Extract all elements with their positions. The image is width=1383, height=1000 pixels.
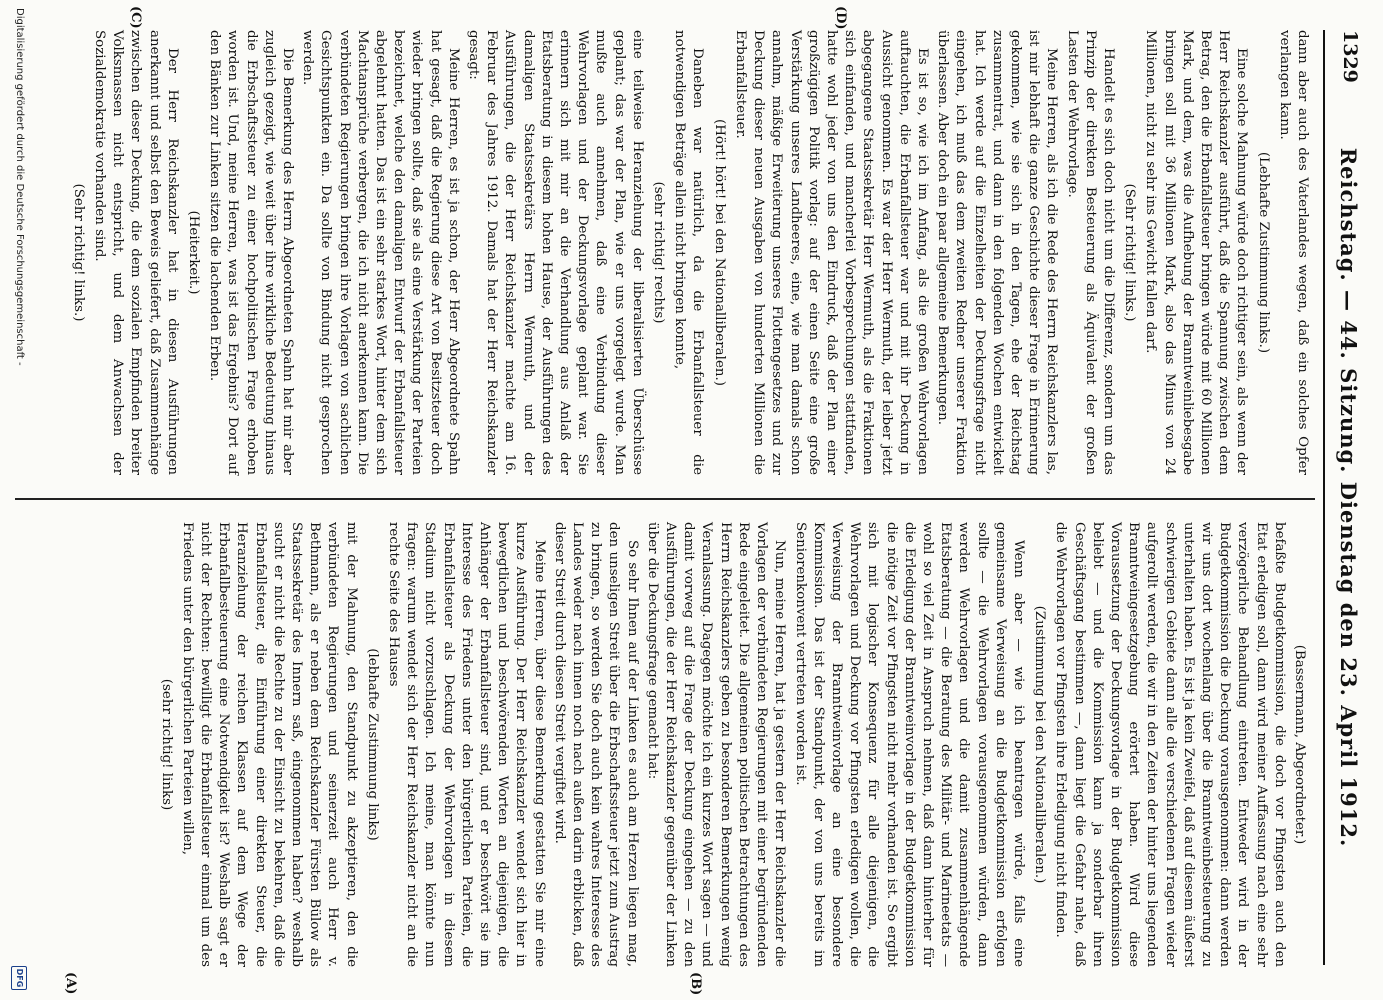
dfg-logo: DFG <box>11 966 27 990</box>
paragraph: Meine Herren, über diese Bemerkung gestatten Sie mir eine kurze Ausführung. Der Herr Reichskanzler wendet sich hier in bewegtlichen und beschwörenden Worten an diejenigen, die Anhänger der Erbanfallsteuer sind, und er beschwört sie im Interesse des Friedens unter den bürgerlichen Parteien, die Erbanfallsteuer als Deckung der Wehrvorlagen in diesem Stadium nicht vorzuschlagen. Ich meine, man könnte nun fragen: warum wendet sich der Herr Reichskanzler nicht an die rechte Seite des Hauses <box>386 522 547 967</box>
speaker-label: (Bassermann, Abgeordneter.) <box>1292 644 1307 845</box>
text-column-right <box>153 522 1311 967</box>
paragraph: Es ist so, wie ich im Anfang, als die großen Wehrvorlagen auftauchten, die Erbanfallsteuer war und mit ihr Deckung in Aussicht genommen. Es war der Herr Wermuth, der leiber jetzt abgegangene Staatssekretär Herr Wermuth, als die Fraktionen sich einfanden, und mancherlei Vorbesprechungen stattfanden, hatte wohl jeder von uns den Eindruck, daß der Plan einer großzügigen Politik vorlag: auf der einen Seite eine große Verstärkung unseres Landheeres, eine, wie man damals schon annahm, mäßige Erweiterung unseres Flottengesetzes und zur Deckung dieser neuen Ausgaben von hunderten Millionen die Erbanfallsteuer. <box>732 30 930 475</box>
interjection: (Sehr richtig! links.) <box>70 183 86 322</box>
paragraph: befaßte Budgetkommission, die doch vor Pfingsten auch den Etat erledigen soll, dann wird meiner Auffassung nach eine sehr verzögerliche Behandlung eintreten. Entweder wird in der Budgetkommission die Deckung vorausgenommen: dann werden wir uns dort wochenlang über die Branntweinbesteuerung zu unterhalten haben. Es ist ja kein Zweifel, daß auf diesem äußerst schwierigen Gebiete dann alle die verschiedenen Fragen wieder aufgerollt werden, die wir in den Zeiten der hinter uns liegenden Branntweingesetzgebung erörtert haben. Wird diese Voraussetzung der Deckungsvorlage in der Budgetkommission beliebt — und die Kommission kann ja sonderbar ihren Geschäftsgang bestimmen —, dann liegt die Gefahr nahe, daß die Wehrvorlagen vor Pfingsten ihre Erledigung nicht finden. <box>1053 522 1287 967</box>
interjection: (Sehr richtig! links.) <box>1122 183 1138 322</box>
margin-marker-c: (C) <box>128 6 143 29</box>
interjection: (sehr richtig! links) <box>158 678 174 811</box>
interjection: (Zustimmung bei den Nationalliberalen.) <box>1032 605 1048 884</box>
interjection: (sehr richtig! rechts) <box>651 181 667 324</box>
interjection: (Lebhafte Zustimmung links.) <box>1255 151 1271 354</box>
paragraph: Wenn aber — wie ich beantragen würde, falls eine gemeinsame Verweisung an die Budgetkommission erfolgen sollte — die Wehrvorlagen vorausgenommen würden, dann werden Wehrvorlagen und die damit zusammenhängende Etatsberatung — die Beratung des Militär- und Marineetats — wohl so viel Zeit in Anspruch nehmen, daß dann hinterher für die Erledigung der Branntweinvorlage in der Budgetkommission die nötige Zeit vor Pfingsten nicht mehr vorhanden ist. So ergibt sich mit logischer Konsequenz für alle diejenigen, die Wehrvorlagen und Deckung vor Pfingsten erledigen wollen, die Verweisung der Branntweinvorlage an eine besondere Kommission. Das ist der Standpunkt, der von uns bereits im Seniorenkonvent vertreten worden ist. <box>792 522 1026 967</box>
quoted-paragraph: So sehr Ihnen auf der Linken es auch am Herzen liegen mag, den unseligen Streit über die Erbschaftssteuer jetzt zum Austrag zu bringen, so werden Sie doch auch kein wahres Interesse des Landes weder nach innen noch nach außen darin erblicken, daß dieser Streit durch diesen Streit vergiftet wird. <box>551 522 640 967</box>
margin-marker-a: (A) <box>63 972 78 995</box>
paragraph: Der Herr Reichskanzler hat in diesen Ausführungen anerkannt und selbst den Beweis geliefert, daß Zusammenhänge zwischen dieser Deckung, die dem sozialen Empfinden breiter Volksmassen nicht entspricht, und dem Anwachsen der Sozialdemokratie vorhanden sind. <box>92 30 180 475</box>
paragraph: eine teilweise Heranziehung der liberalisierten Überschüsse geplant; das war der Plan, wie er uns vorgelegt wurde. Man mußte auch annehmen, daß eine Verbindung dieser Wehrvorlagen und der Deckungsvorlage geplant war. Sie erinnern sich mit mir an die Verhandlung aus Anlaß der Etatsberatung in diesem hohen Hause, der Ausführungen des damaligen Staatssekretärs Herrn Wermuth, und der Ausführungen, die der Herr Reichskanzler machte am 16. Februar des Jahres 1912. Damals hat der Herr Reichskanzler gesagt: <box>466 30 645 475</box>
funding-credit: Digitalisierung gefördert durch die Deutsche Forschungsgemeinschaft - <box>14 8 25 366</box>
paragraph: Daneben war natürlich, da die Erbanfallsteuer die notwendigen Beträge allein nicht bringen konnte, <box>672 30 706 475</box>
page-header <box>1323 30 1365 965</box>
margin-marker-b: (B) <box>688 972 703 996</box>
column-divider <box>15 498 1315 500</box>
quoted-paragraph: Meine Herren, es ist ja schon, der Herr Abgeordnete Spahn hat gesagt, daß die Regierung diese Art von Besitzsteuer doch wieder bringen sollte, daß sie als eine Verstärkung der Parteien bezeichnet, welche den damaligen Entwurf der Erbanfallsteuer abgelehnt hatten. Das ist ein sehr starkes Wort, hinter dem sich Machtansprüche verbergen, die ich nicht anerkennen kann. Die verbündeten Regierungen bringen ihre Vorlagen von sachlichen Gesichtspunkten ein. Da sollte von Bindung nicht gesprochen werden. <box>300 30 461 475</box>
interjection: (lebhafte Zustimmung links) <box>364 648 380 841</box>
paragraph: mit der Mahnung, den Standpunkt zu akzeptieren, den die verbündeten Regierungen und seinerzeit auch Herr v. Bethmann, als er neben dem Reichskanzler Fürsten Bülow als Staatssekretär des Innern saß, eingenommen haben? weshalb sucht er nicht die Rechte zu der Einsicht zu bekehren, daß die Erbanfallsteuer, die Einführung einer direkten Steuer, die Heranziehung der reichen Klassen auf dem Wege der Erbanfallbesteuerung eine Notwendigkeit ist? Weshalb sagt er nicht der Rechten: bewilligt die Erbanfallsteuer einmal um des Friedens unter den bürgerlichen Parteien willen, <box>179 522 359 967</box>
interjection: (Hört! hört! bei den Nationalliberalen.) <box>711 119 727 386</box>
page-number: 1329 <box>1339 30 1361 83</box>
digitization-footer <box>3 0 33 1000</box>
paragraph: Meine Herren, als ich die Rede des Herrn Reichskanzlers las, ist mir lebhaft die ganze Geschichte dieser Frage in Erinnerung gekommen, wie sie sich in den Tagen, ehe der Reichstag zusammentrat, und dann in den folgenden Wochen entwickelt hat. Ich werde auf die Einzelheiten der Deckungsfrage nicht eingehen, ich muß das dem zweiten Redner unserer Fraktion überlassen. Aber doch ein paar allgemeine Bemerkungen. <box>935 30 1060 475</box>
quoted-paragraph: Die Bemerkung des Herrn Abgeordneten Spahn hat mir aber zugleich gezeigt, wie weit über ihre wirkliche Bedeutung hinaus die Erbschaftssteuer zu einer hochpolitischen Frage erhoben worden ist. Und, meine Herren, was ist das Ergebnis? Dort auf den Bänken zur Linken sitzen die lachenden Erben. <box>207 30 296 475</box>
paragraph: Nun, meine Herren, hat ja gestern der Herr Reichskanzler die Vorlagen der verbündeten Regierungen mit einer begründenden Rede eingeleitet. Die allgemeinen politischen Betrachtungen des Herrn Reichskanzlers geben zu besonderen Bemerkungen wenig Veranlassung. Dagegen möchte ich ein kurzes Wort sagen — und damit vorweg auf die Frage der Deckung eingehen — zu den Ausführungen, die der Herr Reichskanzler gegenüber der Linken über die Deckungsfrage gemacht hat: <box>644 522 788 967</box>
margin-marker-d: (D) <box>833 6 848 30</box>
page-title: Reichstag. — 44. Sitzung. Dienstag den 23. April 1912. <box>1336 147 1361 848</box>
paragraph: Handelt es sich doch nicht um die Differenz, sondern um das Prinzip der direkten Besteuerung als Äquivalent der großen Lasten der Wehrvorlage. <box>1064 30 1116 475</box>
paragraph: dann aber auch des Vaterlandes wegen, daß ein solches Opfer verlangen kann. <box>1276 30 1310 475</box>
text-column-left <box>66 30 1311 475</box>
interjection: (Heiterkeit.) <box>186 210 202 295</box>
paragraph: Eine solche Mahnung würde doch richtiger sein, als wenn der Herr Reichskanzler ausführt, daß die Spannung zwischen dem Betrag, den die Erbanfallsteuer bringen würde mit 60 Millionen Mark, und dem, was die Aufhebung der Branntweinliebesgabe bringen soll mit 36 Millionen Mark, also das Minus von 24 Millionen, nicht zu sehr ins Gewicht fallen darf. <box>1143 30 1250 475</box>
